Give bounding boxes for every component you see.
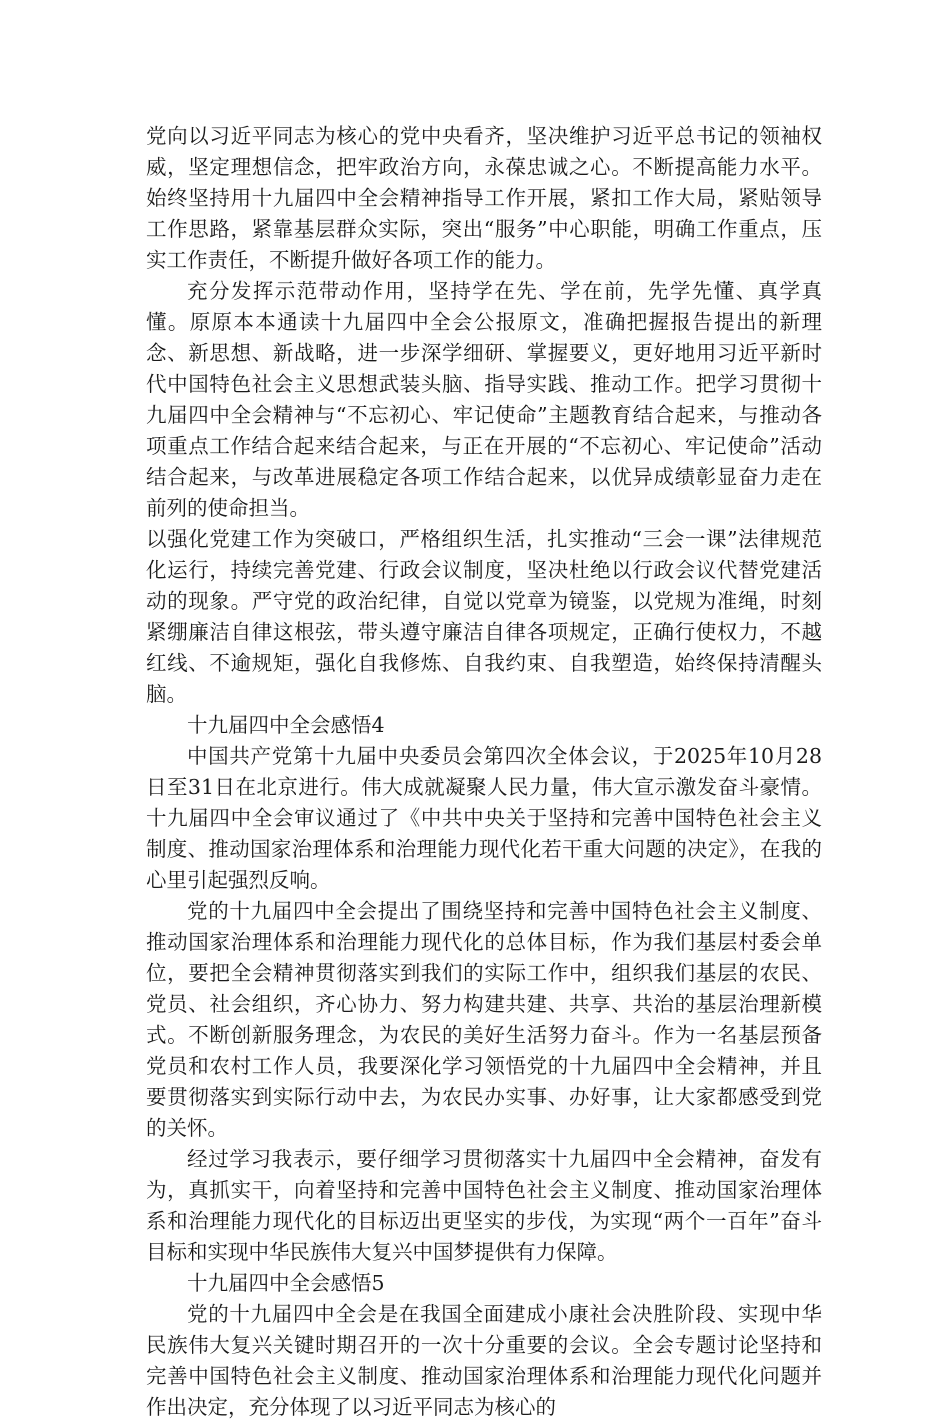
paragraph-7: 党的十九届四中全会是在我国全面建成小康社会决胜阶段、实现中华民族伟大复兴关键时期召开的一次十分重要的会议。全会专题讨论坚持和完善中国特色社会主义制度、推动国家治理体系和治理能力现代化问题并作出决定，充分体现了以习近平同志为核心的: [146, 1302, 822, 1419]
paragraph-3: 以强化党建工作为突破口，严格组织生活，扎实推动“三会一课”法律规范化运行，持续完善党建、行政会议制度，坚决杜绝以行政会议代替党建活动的现象。严守党的政治纪律，自觉以党章为镜鉴，以党规为准绳，时刻紧绷廉洁自律这根弦，带头遵守廉洁自律各项规定，正确行使权力，不越红线、不逾规矩，强化自我修炼、自我约束、自我塑造，始终保持清醒头脑。: [146, 527, 822, 706]
section-heading-5: 十九届四中全会感悟5: [187, 1271, 385, 1295]
document-page: [146, 121, 822, 1423]
section-heading-4: 十九届四中全会感悟4: [187, 713, 385, 737]
paragraph-4: 中国共产党第十九届中央委员会第四次全体会议，于2025年10月28日至31日在北京进行。伟大成就凝聚人民力量，伟大宣示激发奋斗豪情。十九届四中全会审议通过了《中共中央关于坚持和完善中国特色社会主义制度、推动国家治理体系和治理能力现代化若干重大问题的决定》，在我的心里引起强烈反响。: [146, 744, 822, 892]
paragraph-2: 充分发挥示范带动作用，坚持学在先、学在前，先学先懂、真学真懂。原原本本通读十九届四中全会公报原文，准确把握报告提出的新理念、新思想、新战略，进一步深学细研、掌握要义，更好地用习近平新时代中国特色社会主义思想武装头脑、指导实践、推动工作。把学习贯彻十九届四中全会精神与“不忘初心、牢记使命”主题教育结合起来，与推动各项重点工作结合起来结合起来，与正在开展的“不忘初心、牢记使命”活动结合起来，与改革进展稳定各项工作结合起来，以优异成绩彰显奋力走在前列的使命担当。: [146, 279, 822, 520]
paragraph-5: 党的十九届四中全会提出了围绕坚持和完善中国特色社会主义制度、推动国家治理体系和治理能力现代化的总体目标，作为我们基层村委会单位，要把全会精神贯彻落实到我们的实际工作中，组织我们基层的农民、党员、社会组织，齐心协力、努力构建共建、共享、共治的基层治理新模式。不断创新服务理念，为农民的美好生活努力奋斗。作为一名基层预备党员和农村工作人员，我要深化学习领悟党的十九届四中全会精神，并且要贯彻落实到实际行动中去，为农民办实事、办好事，让大家都感受到党的关怀。: [146, 899, 822, 1140]
paragraph-6: 经过学习我表示，要仔细学习贯彻落实十九届四中全会精神，奋发有为，真抓实干，向着坚持和完善中国特色社会主义制度、推动国家治理体系和治理能力现代化的目标迈出更坚实的步伐，为实现“两个一百年”奋斗目标和实现中华民族伟大复兴中国梦提供有力保障。: [146, 1147, 822, 1264]
paragraph-1: 党向以习近平同志为核心的党中央看齐，坚决维护习近平总书记的领袖权威，坚定理想信念，把牢政治方向，永葆忠诚之心。不断提高能力水平。始终坚持用十九届四中全会精神指导工作开展，紧扣工作大局，紧贴领导工作思路，紧靠基层群众实际，突出“服务”中心职能，明确工作重点，压实工作责任，不断提升做好各项工作的能力。: [146, 124, 822, 272]
